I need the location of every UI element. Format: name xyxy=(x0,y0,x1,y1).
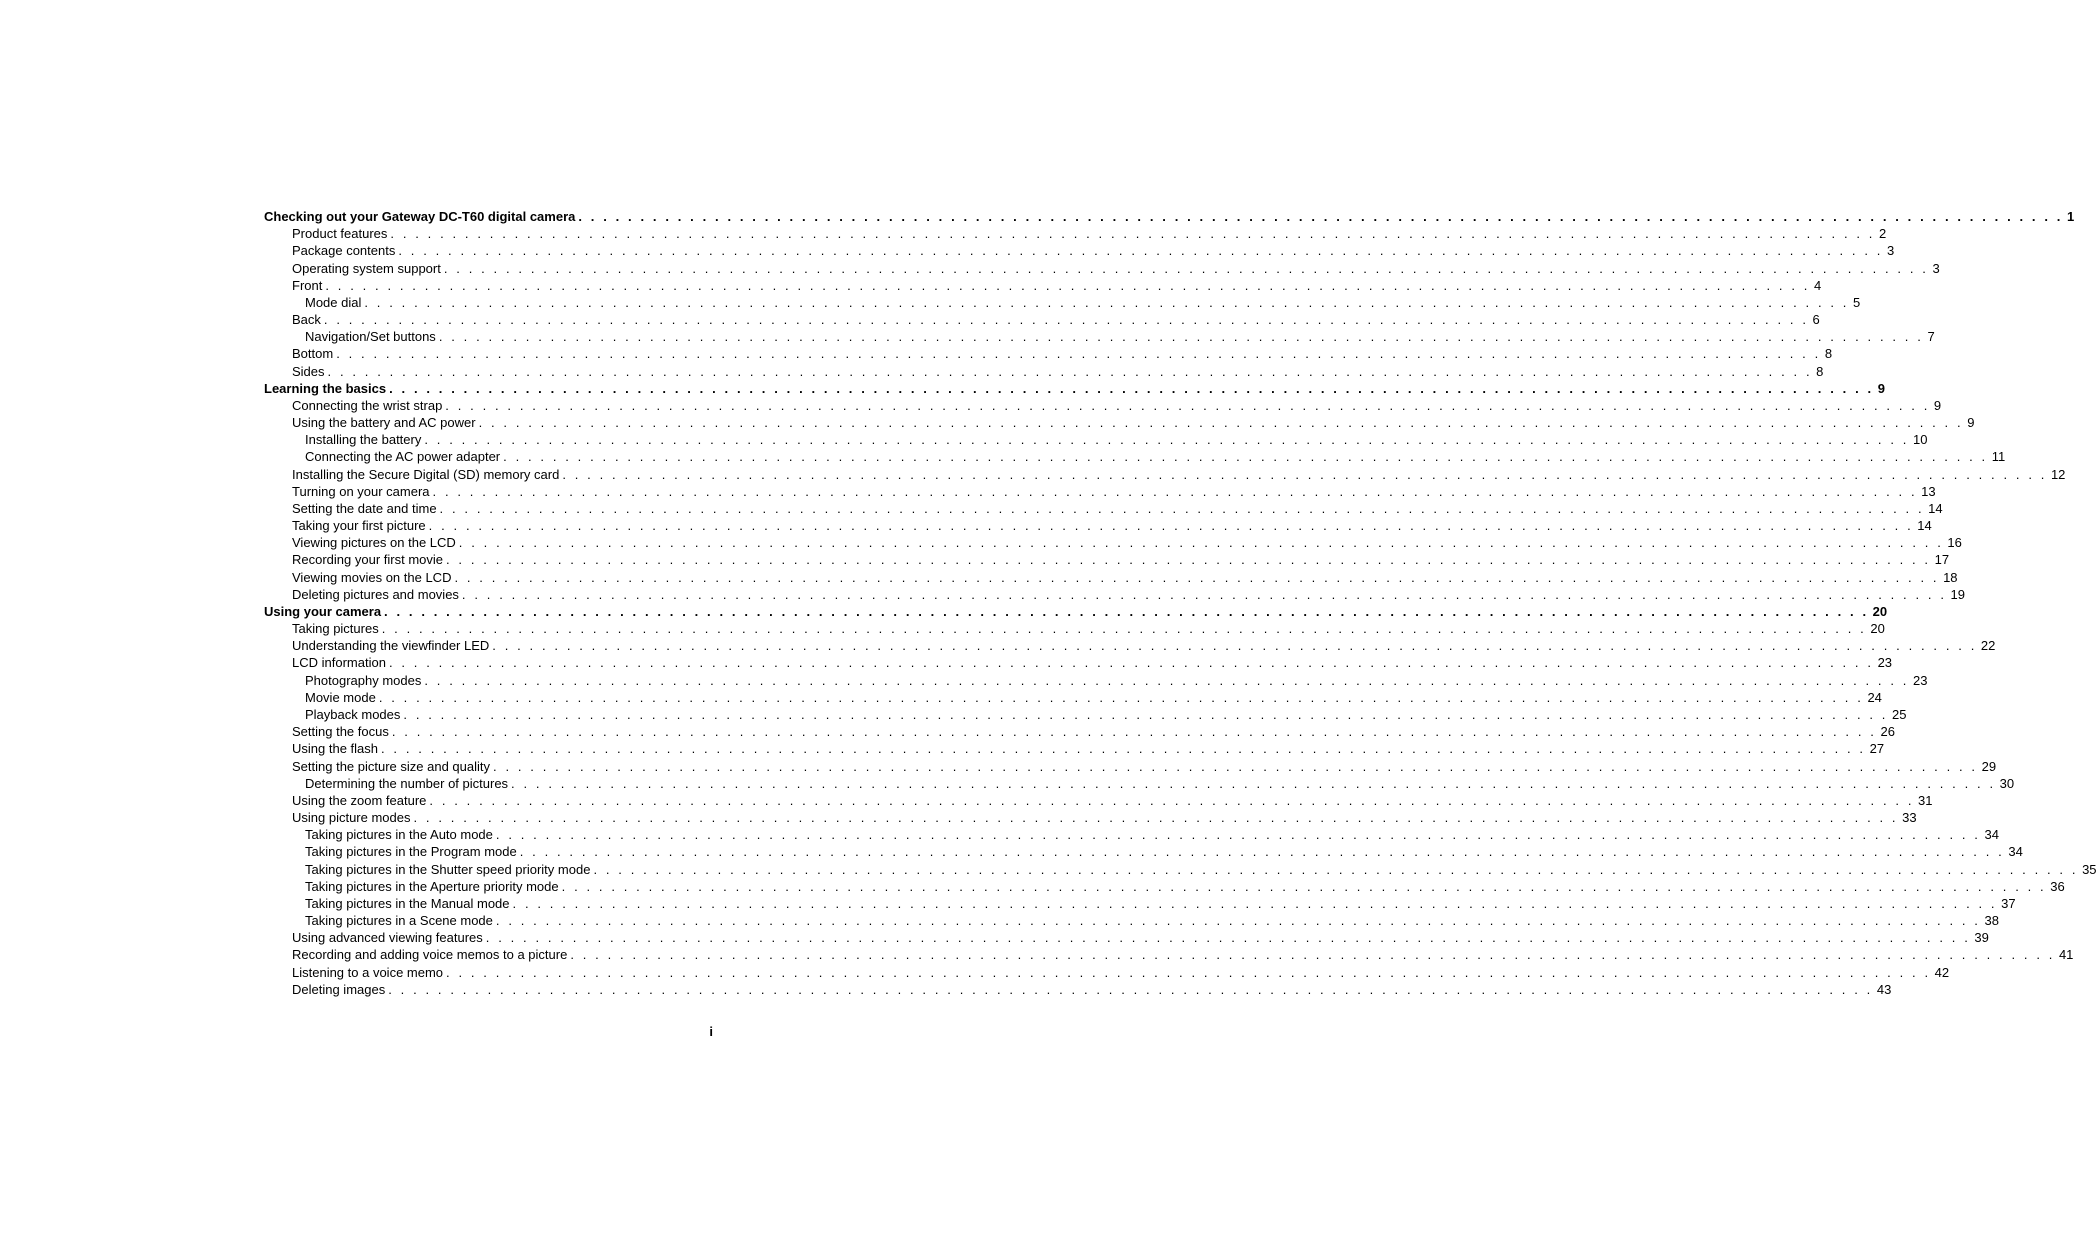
toc-section-entry xyxy=(264,723,1895,740)
toc-section-entry xyxy=(264,620,1885,637)
toc-entry-page: 36 xyxy=(2050,878,2065,894)
toc-section-entry xyxy=(264,964,1950,981)
toc-dot-leader: . . . . . . . . . . . . . . . . . . . . . . . . . . . . . . . . . . . . . . . . . . . . . . . . . . . . . . . . . . . . . . . . . . . . . . . . . . . . . . . . . . . . . . . . . . . . . . . . . . . . . . . . . . . . . . . . . . . . . . . . xyxy=(390,226,1876,242)
toc-dot-leader: . . . . . . . . . . . . . . . . . . . . . . . . . . . . . . . . . . . . . . . . . . . . . . . . . . . . . . . . . . . . . . . . . . . . . . . . . . . . . . . . . . . . . . . . . . . . . . . . . . . . . . . . . . . . . . . . . . . . . . . . xyxy=(578,209,2063,224)
toc-section-entry xyxy=(264,758,1997,775)
toc-entry-page: 38 xyxy=(1984,913,1999,929)
toc-dot-leader: . . . . . . . . . . . . . . . . . . . . . . . . . . . . . . . . . . . . . . . . . . . . . . . . . . . . . . . . . . . . . . . . . . . . . . . . . . . . . . . . . . . . . . . . . . . . . . . . . . . . . . . . . . . . . . . . . . . . . . . . xyxy=(495,827,1981,843)
toc-entry-page: 4 xyxy=(1813,277,1822,293)
toc-dot-leader: . . . . . . . . . . . . . . . . . . . . . . . . . . . . . . . . . . . . . . . . . . . . . . . . . . . . . . . . . . . . . . . . . . . . . . . . . . . . . . . . . . . . . . . . . . . . . . . . . . . . . . . . . . . . . . . . . . . . . . . . xyxy=(443,260,1929,276)
toc-entry-title: Understanding the viewfinder LED xyxy=(292,638,490,654)
toc-dot-leader: . . . . . . . . . . . . . . . . . . . . . . . . . . . . . . . . . . . . . . . . . . . . . . . . . . . . . . . . . . . . . . . . . . . . . . . . . . . . . . . . . . . . . . . . . . . . . . . . . . . . . . . . . . . . . . . . . . . . . . . . xyxy=(485,930,1971,946)
toc-entry-page: 25 xyxy=(1892,706,1907,722)
toc-dot-leader: . . . . . . . . . . . . . . . . . . . . . . . . . . . . . . . . . . . . . . . . . . . . . . . . . . . . . . . . . . . . . . . . . . . . . . . . . . . . . . . . . . . . . . . . . . . . . . . . . . . . . . . . . . . . . . . . . . . . . . . . xyxy=(439,500,1925,516)
toc-section-entry xyxy=(264,277,1822,294)
toc-entry-title: Learning the basics xyxy=(264,380,387,396)
toc-entry-title: Viewing pictures on the LCD xyxy=(292,535,456,551)
toc-section-entry xyxy=(264,654,1893,671)
toc-subsection-entry xyxy=(264,826,1999,843)
toc-dot-leader: . . . . . . . . . . . . . . . . . . . . . . . . . . . . . . . . . . . . . . . . . . . . . . . . . . . . . . . . . . . . . . . . . . . . . . . . . . . . . . . . . . . . . . . . . . . . . . . . . . . . . . . . . . . . . . . . . . . . . . . . xyxy=(381,621,1867,637)
toc-entry-page: 14 xyxy=(1917,518,1932,534)
toc-section-entry xyxy=(264,414,1975,431)
toc-entry-title: Checking out your Gateway DC-T60 digital camera xyxy=(264,209,576,224)
toc-entry-title: Setting the picture size and quality xyxy=(292,758,491,774)
toc-dot-leader: . . . . . . . . . . . . . . . . . . . . . . . . . . . . . . . . . . . . . . . . . . . . . . . . . . . . . . . . . . . . . . . . . . . . . . . . . . . . . . . . . . . . . . . . . . . . . . . . . . . . . . . . . . . . . . . . . . . . . . . . xyxy=(570,947,2055,963)
toc-dot-leader: . . . . . . . . . . . . . . . . . . . . . . . . . . . . . . . . . . . . . . . . . . . . . . . . . . . . . . . . . . . . . . . . . . . . . . . . . . . . . . . . . . . . . . . . . . . . . . . . . . . . . . . . . . . . . . . . . . . . . . . . xyxy=(429,792,1915,808)
toc-entry-title: Playback modes xyxy=(305,706,401,722)
toc-entry-page: 20 xyxy=(1872,603,1888,619)
toc-entry-title: Using advanced viewing features xyxy=(292,930,483,946)
toc-dot-leader: . . . . . . . . . . . . . . . . . . . . . . . . . . . . . . . . . . . . . . . . . . . . . . . . . . . . . . . . . . . . . . . . . . . . . . . . . . . . . . . . . . . . . . . . . . . . . . . . . . . . . . . . . . . . . . . . . . . . . . . . xyxy=(478,415,1964,431)
toc-entry-title: Connecting the wrist strap xyxy=(292,397,443,413)
toc-subsection-entry xyxy=(264,672,1928,689)
toc-section-entry xyxy=(264,637,1996,654)
toc-entry-title: Package contents xyxy=(292,243,396,259)
toc-entry-page: 26 xyxy=(1880,724,1895,740)
toc-entry-title: Using your camera xyxy=(264,603,382,619)
toc-section-entry xyxy=(264,792,1933,809)
toc-chapter-entry xyxy=(264,208,2075,225)
toc-dot-leader: . . . . . . . . . . . . . . . . . . . . . . . . . . . . . . . . . . . . . . . . . . . . . . . . . . . . . . . . . . . . . . . . . . . . . . . . . . . . . . . . . . . . . . . . . . . . . . . . . . . . . . . . . . . . . . . . . . . . . . . . xyxy=(325,277,1810,293)
toc-entry-title: Determining the number of pictures xyxy=(305,775,509,791)
toc-chapter-entry xyxy=(264,380,1885,397)
toc-entry-title: Taking pictures xyxy=(292,621,379,637)
toc-dot-leader: . . . . . . . . . . . . . . . . . . . . . . . . . . . . . . . . . . . . . . . . . . . . . . . . . . . . . . . . . . . . . . . . . . . . . . . . . . . . . . . . . . . . . . . . . . . . . . . . . . . . . . . . . . . . . . . . . . . . . . . . xyxy=(446,552,1931,568)
toc-entry-title: Front xyxy=(292,277,323,293)
toc-entry-page: 27 xyxy=(1869,741,1885,757)
toc-dot-leader: . . . . . . . . . . . . . . . . . . . . . . . . . . . . . . . . . . . . . . . . . . . . . . . . . . . . . . . . . . . . . . . . . . . . . . . . . . . . . . . . . . . . . . . . . . . . . . . . . . . . . . . . . . . . . . . . . . . . . . . . xyxy=(512,895,1998,911)
toc-entry-title: Installing the Secure Digital (SD) memory card xyxy=(292,466,560,482)
toc-subsection-entry xyxy=(264,448,2006,465)
toc-dot-leader: . . . . . . . . . . . . . . . . . . . . . . . . . . . . . . . . . . . . . . . . . . . . . . . . . . . . . . . . . . . . . . . . . . . . . . . . . . . . . . . . . . . . . . . . . . . . . . . . . . . . . . . . . . . . . . . . . . . . . . . . xyxy=(495,913,1981,929)
toc-dot-leader: . . . . . . . . . . . . . . . . . . . . . . . . . . . . . . . . . . . . . . . . . . . . . . . . . . . . . . . . . . . . . . . . . . . . . . . . . . . . . . . . . . . . . . . . . . . . . . . . . . . . . . . . . . . . . . . . . . . . . . . . xyxy=(381,741,1866,757)
toc-entry-page: 17 xyxy=(1934,552,1950,568)
toc-dot-leader: . . . . . . . . . . . . . . . . . . . . . . . . . . . . . . . . . . . . . . . . . . . . . . . . . . . . . . . . . . . . . . . . . . . . . . . . . . . . . . . . . . . . . . . . . . . . . . . . . . . . . . . . . . . . . . . . . . . . . . . . xyxy=(562,466,2047,482)
toc-subsection-entry xyxy=(264,878,2065,895)
toc-entry-page: 14 xyxy=(1928,500,1943,516)
toc-entry-page: 23 xyxy=(1912,672,1928,688)
toc-section-entry xyxy=(264,740,1885,757)
toc-section-entry xyxy=(264,500,1943,517)
toc-dot-leader: . . . . . . . . . . . . . . . . . . . . . . . . . . . . . . . . . . . . . . . . . . . . . . . . . . . . . . . . . . . . . . . . . . . . . . . . . . . . . . . . . . . . . . . . . . . . . . . . . . . . . . . . . . . . . . . . . . . . . . . . xyxy=(461,586,1947,602)
toc-entry-title: Recording your first movie xyxy=(292,552,443,568)
toc-dot-leader: . . . . . . . . . . . . . . . . . . . . . . . . . . . . . . . . . . . . . . . . . . . . . . . . . . . . . . . . . . . . . . . . . . . . . . . . . . . . . . . . . . . . . . . . . . . . . . . . . . . . . . . . . . . . . . . . . . . . . . . . xyxy=(398,243,1883,259)
toc-dot-leader: . . . . . . . . . . . . . . . . . . . . . . . . . . . . . . . . . . . . . . . . . . . . . . . . . . . . . . . . . . . . . . . . . . . . . . . . . . . . . . . . . . . . . . . . . . . . . . . . . . . . . . . . . . . . . . . . . . . . . . . . xyxy=(493,758,1978,774)
toc-entry-page: 6 xyxy=(1812,312,1820,328)
toc-entry-page: 34 xyxy=(1984,827,1999,843)
toc-entry-title: Mode dial xyxy=(305,294,362,310)
toc-dot-leader: . . . . . . . . . . . . . . . . . . . . . . . . . . . . . . . . . . . . . . . . . . . . . . . . . . . . . . . . . . . . . . . . . . . . . . . . . . . . . . . . . . . . . . . . . . . . . . . . . . . . . . . . . . . . . . . . . . . . . . . . xyxy=(445,397,1930,413)
toc-dot-leader: . . . . . . . . . . . . . . . . . . . . . . . . . . . . . . . . . . . . . . . . . . . . . . . . . . . . . . . . . . . . . . . . . . . . . . . . . . . . . . . . . . . . . . . . . . . . . . . . . . . . . . . . . . . . . . . . . . . . . . . . xyxy=(384,603,1869,619)
toc-section-entry xyxy=(264,345,1833,362)
toc-dot-leader: . . . . . . . . . . . . . . . . . . . . . . . . . . . . . . . . . . . . . . . . . . . . . . . . . . . . . . . . . . . . . . . . . . . . . . . . . . . . . . . . . . . . . . . . . . . . . . . . . . . . . . . . . . . . . . . . . . . . . . . . xyxy=(391,724,1877,740)
toc-entry-title: Taking pictures in the Manual mode xyxy=(305,895,510,911)
toc-entry-page: 39 xyxy=(1974,930,1989,946)
toc-dot-leader: . . . . . . . . . . . . . . . . . . . . . . . . . . . . . . . . . . . . . . . . . . . . . . . . . . . . . . . . . . . . . . . . . . . . . . . . . . . . . . . . . . . . . . . . . . . . . . . . . . . . . . . . . . . . . . . . . . . . . . . . xyxy=(593,861,2079,877)
toc-entry-title: Viewing movies on the LCD xyxy=(292,569,452,585)
toc-dot-leader: . . . . . . . . . . . . . . . . . . . . . . . . . . . . . . . . . . . . . . . . . . . . . . . . . . . . . . . . . . . . . . . . . . . . . . . . . . . . . . . . . . . . . . . . . . . . . . . . . . . . . . . . . . . . . . . . . . . . . . . . xyxy=(336,346,1821,362)
toc-entry-page: 33 xyxy=(1902,810,1917,826)
toc-entry-title: Deleting pictures and movies xyxy=(292,586,459,602)
toc-section-entry xyxy=(264,586,1966,603)
toc-entry-page: 16 xyxy=(1947,535,1962,551)
toc-entry-page: 19 xyxy=(1950,586,1966,602)
toc-entry-page: 24 xyxy=(1867,689,1882,705)
toc-subsection-entry xyxy=(264,689,1882,706)
toc-section-entry xyxy=(264,242,1895,259)
toc-section-entry xyxy=(264,260,1940,277)
toc-entry-title: Connecting the AC power adapter xyxy=(305,449,501,465)
toc-dot-leader: . . . . . . . . . . . . . . . . . . . . . . . . . . . . . . . . . . . . . . . . . . . . . . . . . . . . . . . . . . . . . . . . . . . . . . . . . . . . . . . . . . . . . . . . . . . . . . . . . . . . . . . . . . . . . . . . . . . . . . . . xyxy=(388,655,1874,671)
toc-entry-page: 3 xyxy=(1932,260,1940,276)
toc-entry-page: 5 xyxy=(1853,294,1861,310)
toc-entry-page: 7 xyxy=(1927,329,1935,345)
toc-entry-title: Taking pictures in the Program mode xyxy=(305,844,517,860)
toc-entry-page: 8 xyxy=(1824,346,1833,362)
toc-entry-title: Setting the date and time xyxy=(292,500,437,516)
toc-entry-page: 37 xyxy=(2001,895,2016,911)
toc-entry-page: 8 xyxy=(1816,363,1824,379)
toc-entry-title: Using the zoom feature xyxy=(292,792,427,808)
toc-dot-leader: . . . . . . . . . . . . . . . . . . . . . . . . . . . . . . . . . . . . . . . . . . . . . . . . . . . . . . . . . . . . . . . . . . . . . . . . . . . . . . . . . . . . . . . . . . . . . . . . . . . . . . . . . . . . . . . . . . . . . . . . xyxy=(424,672,1909,688)
toc-section-entry xyxy=(264,569,1958,586)
toc-dot-leader: . . . . . . . . . . . . . . . . . . . . . . . . . . . . . . . . . . . . . . . . . . . . . . . . . . . . . . . . . . . . . . . . . . . . . . . . . . . . . . . . . . . . . . . . . . . . . . . . . . . . . . . . . . . . . . . . . . . . . . . . xyxy=(413,810,1899,826)
toc-dot-leader: . . . . . . . . . . . . . . . . . . . . . . . . . . . . . . . . . . . . . . . . . . . . . . . . . . . . . . . . . . . . . . . . . . . . . . . . . . . . . . . . . . . . . . . . . . . . . . . . . . . . . . . . . . . . . . . . . . . . . . . . xyxy=(458,535,1944,551)
toc-entry-page: 22 xyxy=(1980,638,1996,654)
toc-entry-title: Operating system support xyxy=(292,260,441,276)
toc-section-entry xyxy=(264,363,1824,380)
toc-section-entry xyxy=(264,929,1989,946)
toc-entry-page: 2 xyxy=(1879,226,1887,242)
toc-section-entry xyxy=(264,311,1820,328)
toc-section-entry xyxy=(264,981,1892,998)
toc-entry-page: 13 xyxy=(1921,483,1936,499)
toc-entry-title: Back xyxy=(292,312,321,328)
toc-dot-leader: . . . . . . . . . . . . . . . . . . . . . . . . . . . . . . . . . . . . . . . . . . . . . . . . . . . . . . . . . . . . . . . . . . . . . . . . . . . . . . . . . . . . . . . . . . . . . . . . . . . . . . . . . . . . . . . . . . . . . . . . xyxy=(424,432,1909,448)
toc-entry-title: Deleting images xyxy=(292,981,386,997)
toc-section-entry xyxy=(264,946,2074,963)
toc-entry-title: Navigation/Set buttons xyxy=(305,329,436,345)
toc-dot-leader: . . . . . . . . . . . . . . . . . . . . . . . . . . . . . . . . . . . . . . . . . . . . . . . . . . . . . . . . . . . . . . . . . . . . . . . . . . . . . . . . . . . . . . . . . . . . . . . . . . . . . . . . . . . . . . . . . . . . . . . . xyxy=(438,329,1924,345)
toc-entry-page: 10 xyxy=(1912,432,1928,448)
toc-dot-leader: . . . . . . . . . . . . . . . . . . . . . . . . . . . . . . . . . . . . . . . . . . . . . . . . . . . . . . . . . . . . . . . . . . . . . . . . . . . . . . . . . . . . . . . . . . . . . . . . . . . . . . . . . . . . . . . . . . . . . . . . xyxy=(446,964,1931,980)
toc-entry-title: Photography modes xyxy=(305,672,422,688)
toc-entry-title: Taking pictures in the Auto mode xyxy=(305,827,493,843)
toc-entry-page: 9 xyxy=(1933,397,1942,413)
toc-entry-title: LCD information xyxy=(292,655,386,671)
toc-subsection-entry xyxy=(264,912,1999,929)
toc-subsection-entry xyxy=(264,431,1928,448)
toc-entry-title: Recording and adding voice memos to a picture xyxy=(292,947,568,963)
toc-entry-title: Movie mode xyxy=(305,689,376,705)
toc-subsection-entry xyxy=(264,775,2015,792)
toc-entry-page: 42 xyxy=(1934,964,1950,980)
toc-dot-leader: . . . . . . . . . . . . . . . . . . . . . . . . . . . . . . . . . . . . . . . . . . . . . . . . . . . . . . . . . . . . . . . . . . . . . . . . . . . . . . . . . . . . . . . . . . . . . . . . . . . . . . . . . . . . . . . . . . . . . . . . xyxy=(561,878,2047,894)
toc-entry-page: 11 xyxy=(1991,449,2006,465)
toc-chapter-entry xyxy=(264,603,1888,620)
toc-entry-page: 43 xyxy=(1876,981,1892,997)
toc-entry-page: 31 xyxy=(1918,792,1933,808)
toc-entry-title: Product features xyxy=(292,226,388,242)
toc-subsection-entry xyxy=(264,706,1907,723)
toc-entry-title: Taking your first picture xyxy=(292,518,426,534)
toc-section-entry xyxy=(264,397,1942,414)
toc-subsection-entry xyxy=(264,294,1861,311)
toc-entry-page: 1 xyxy=(2066,209,2075,224)
toc-entry-page: 18 xyxy=(1943,569,1958,585)
toc-entry-page: 41 xyxy=(2058,947,2074,963)
toc-entry-title: Listening to a voice memo xyxy=(292,964,444,980)
toc-entry-title: Installing the battery xyxy=(305,432,422,448)
toc-entry-page: 35 xyxy=(2082,861,2097,877)
toc-dot-leader: . . . . . . . . . . . . . . . . . . . . . . . . . . . . . . . . . . . . . . . . . . . . . . . . . . . . . . . . . . . . . . . . . . . . . . . . . . . . . . . . . . . . . . . . . . . . . . . . . . . . . . . . . . . . . . . . . . . . . . . . xyxy=(327,363,1813,379)
toc-entry-title: Sides xyxy=(292,363,325,379)
toc-dot-leader: . . . . . . . . . . . . . . . . . . . . . . . . . . . . . . . . . . . . . . . . . . . . . . . . . . . . . . . . . . . . . . . . . . . . . . . . . . . . . . . . . . . . . . . . . . . . . . . . . . . . . . . . . . . . . . . . . . . . . . . . xyxy=(323,312,1809,328)
toc-entry-title: Using the battery and AC power xyxy=(292,415,476,431)
toc-dot-leader: . . . . . . . . . . . . . . . . . . . . . . . . . . . . . . . . . . . . . . . . . . . . . . . . . . . . . . . . . . . . . . . . . . . . . . . . . . . . . . . . . . . . . . . . . . . . . . . . . . . . . . . . . . . . . . . . . . . . . . . . xyxy=(403,706,1889,722)
toc-entry-page: 12 xyxy=(2050,466,2066,482)
toc-section-entry xyxy=(264,551,1950,568)
toc-dot-leader: . . . . . . . . . . . . . . . . . . . . . . . . . . . . . . . . . . . . . . . . . . . . . . . . . . . . . . . . . . . . . . . . . . . . . . . . . . . . . . . . . . . . . . . . . . . . . . . . . . . . . . . . . . . . . . . . . . . . . . . . xyxy=(378,689,1864,705)
toc-entry-title: Bottom xyxy=(292,346,334,362)
toc-entry-page: 9 xyxy=(1877,380,1885,396)
page-number: i xyxy=(709,1024,713,1039)
toc-dot-leader: . . . . . . . . . . . . . . . . . . . . . . . . . . . . . . . . . . . . . . . . . . . . . . . . . . . . . . . . . . . . . . . . . . . . . . . . . . . . . . . . . . . . . . . . . . . . . . . . . . . . . . . . . . . . . . . . . . . . . . . . xyxy=(388,981,1873,997)
toc-section-entry xyxy=(264,466,2066,483)
toc-entry-title: Taking pictures in the Aperture priority mode xyxy=(305,878,559,894)
table-of-contents xyxy=(264,208,2097,998)
toc-dot-leader: . . . . . . . . . . . . . . . . . . . . . . . . . . . . . . . . . . . . . . . . . . . . . . . . . . . . . . . . . . . . . . . . . . . . . . . . . . . . . . . . . . . . . . . . . . . . . . . . . . . . . . . . . . . . . . . . . . . . . . . . xyxy=(511,775,1996,791)
toc-entry-page: 3 xyxy=(1886,243,1895,259)
toc-entry-title: Taking pictures in the Shutter speed priority mode xyxy=(305,861,591,877)
toc-entry-title: Using picture modes xyxy=(292,810,411,826)
toc-entry-title: Setting the focus xyxy=(292,724,389,740)
toc-section-entry xyxy=(264,517,1932,534)
toc-entry-page: 29 xyxy=(1981,758,1997,774)
toc-dot-leader: . . . . . . . . . . . . . . . . . . . . . . . . . . . . . . . . . . . . . . . . . . . . . . . . . . . . . . . . . . . . . . . . . . . . . . . . . . . . . . . . . . . . . . . . . . . . . . . . . . . . . . . . . . . . . . . . . . . . . . . . xyxy=(432,483,1918,499)
toc-dot-leader: . . . . . . . . . . . . . . . . . . . . . . . . . . . . . . . . . . . . . . . . . . . . . . . . . . . . . . . . . . . . . . . . . . . . . . . . . . . . . . . . . . . . . . . . . . . . . . . . . . . . . . . . . . . . . . . . . . . . . . . . xyxy=(389,380,1874,396)
toc-dot-leader: . . . . . . . . . . . . . . . . . . . . . . . . . . . . . . . . . . . . . . . . . . . . . . . . . . . . . . . . . . . . . . . . . . . . . . . . . . . . . . . . . . . . . . . . . . . . . . . . . . . . . . . . . . . . . . . . . . . . . . . . xyxy=(454,569,1940,585)
toc-entry-page: 9 xyxy=(1967,415,1975,431)
toc-dot-leader: . . . . . . . . . . . . . . . . . . . . . . . . . . . . . . . . . . . . . . . . . . . . . . . . . . . . . . . . . . . . . . . . . . . . . . . . . . . . . . . . . . . . . . . . . . . . . . . . . . . . . . . . . . . . . . . . . . . . . . . . xyxy=(503,449,1988,465)
toc-dot-leader: . . . . . . . . . . . . . . . . . . . . . . . . . . . . . . . . . . . . . . . . . . . . . . . . . . . . . . . . . . . . . . . . . . . . . . . . . . . . . . . . . . . . . . . . . . . . . . . . . . . . . . . . . . . . . . . . . . . . . . . . xyxy=(492,638,1977,654)
toc-entry-page: 34 xyxy=(2008,844,2023,860)
toc-entry-title: Using the flash xyxy=(292,741,378,757)
toc-entry-page: 20 xyxy=(1870,621,1885,637)
toc-section-entry xyxy=(264,483,1936,500)
toc-subsection-entry xyxy=(264,843,2023,860)
toc-section-entry xyxy=(264,809,1917,826)
toc-subsection-entry xyxy=(264,861,2097,878)
toc-dot-leader: . . . . . . . . . . . . . . . . . . . . . . . . . . . . . . . . . . . . . . . . . . . . . . . . . . . . . . . . . . . . . . . . . . . . . . . . . . . . . . . . . . . . . . . . . . . . . . . . . . . . . . . . . . . . . . . . . . . . . . . . xyxy=(364,294,1849,310)
toc-entry-title: Taking pictures in a Scene mode xyxy=(305,913,493,929)
toc-section-entry xyxy=(264,225,1887,242)
toc-entry-title: Turning on your camera xyxy=(292,483,430,499)
toc-subsection-entry xyxy=(264,328,1935,345)
toc-dot-leader: . . . . . . . . . . . . . . . . . . . . . . . . . . . . . . . . . . . . . . . . . . . . . . . . . . . . . . . . . . . . . . . . . . . . . . . . . . . . . . . . . . . . . . . . . . . . . . . . . . . . . . . . . . . . . . . . . . . . . . . . xyxy=(428,518,1914,534)
toc-section-entry xyxy=(264,534,1962,551)
toc-entry-page: 30 xyxy=(1999,775,2015,791)
toc-dot-leader: . . . . . . . . . . . . . . . . . . . . . . . . . . . . . . . . . . . . . . . . . . . . . . . . . . . . . . . . . . . . . . . . . . . . . . . . . . . . . . . . . . . . . . . . . . . . . . . . . . . . . . . . . . . . . . . . . . . . . . . . xyxy=(519,844,2005,860)
toc-entry-page: 23 xyxy=(1877,655,1893,671)
toc-subsection-entry xyxy=(264,895,2016,912)
